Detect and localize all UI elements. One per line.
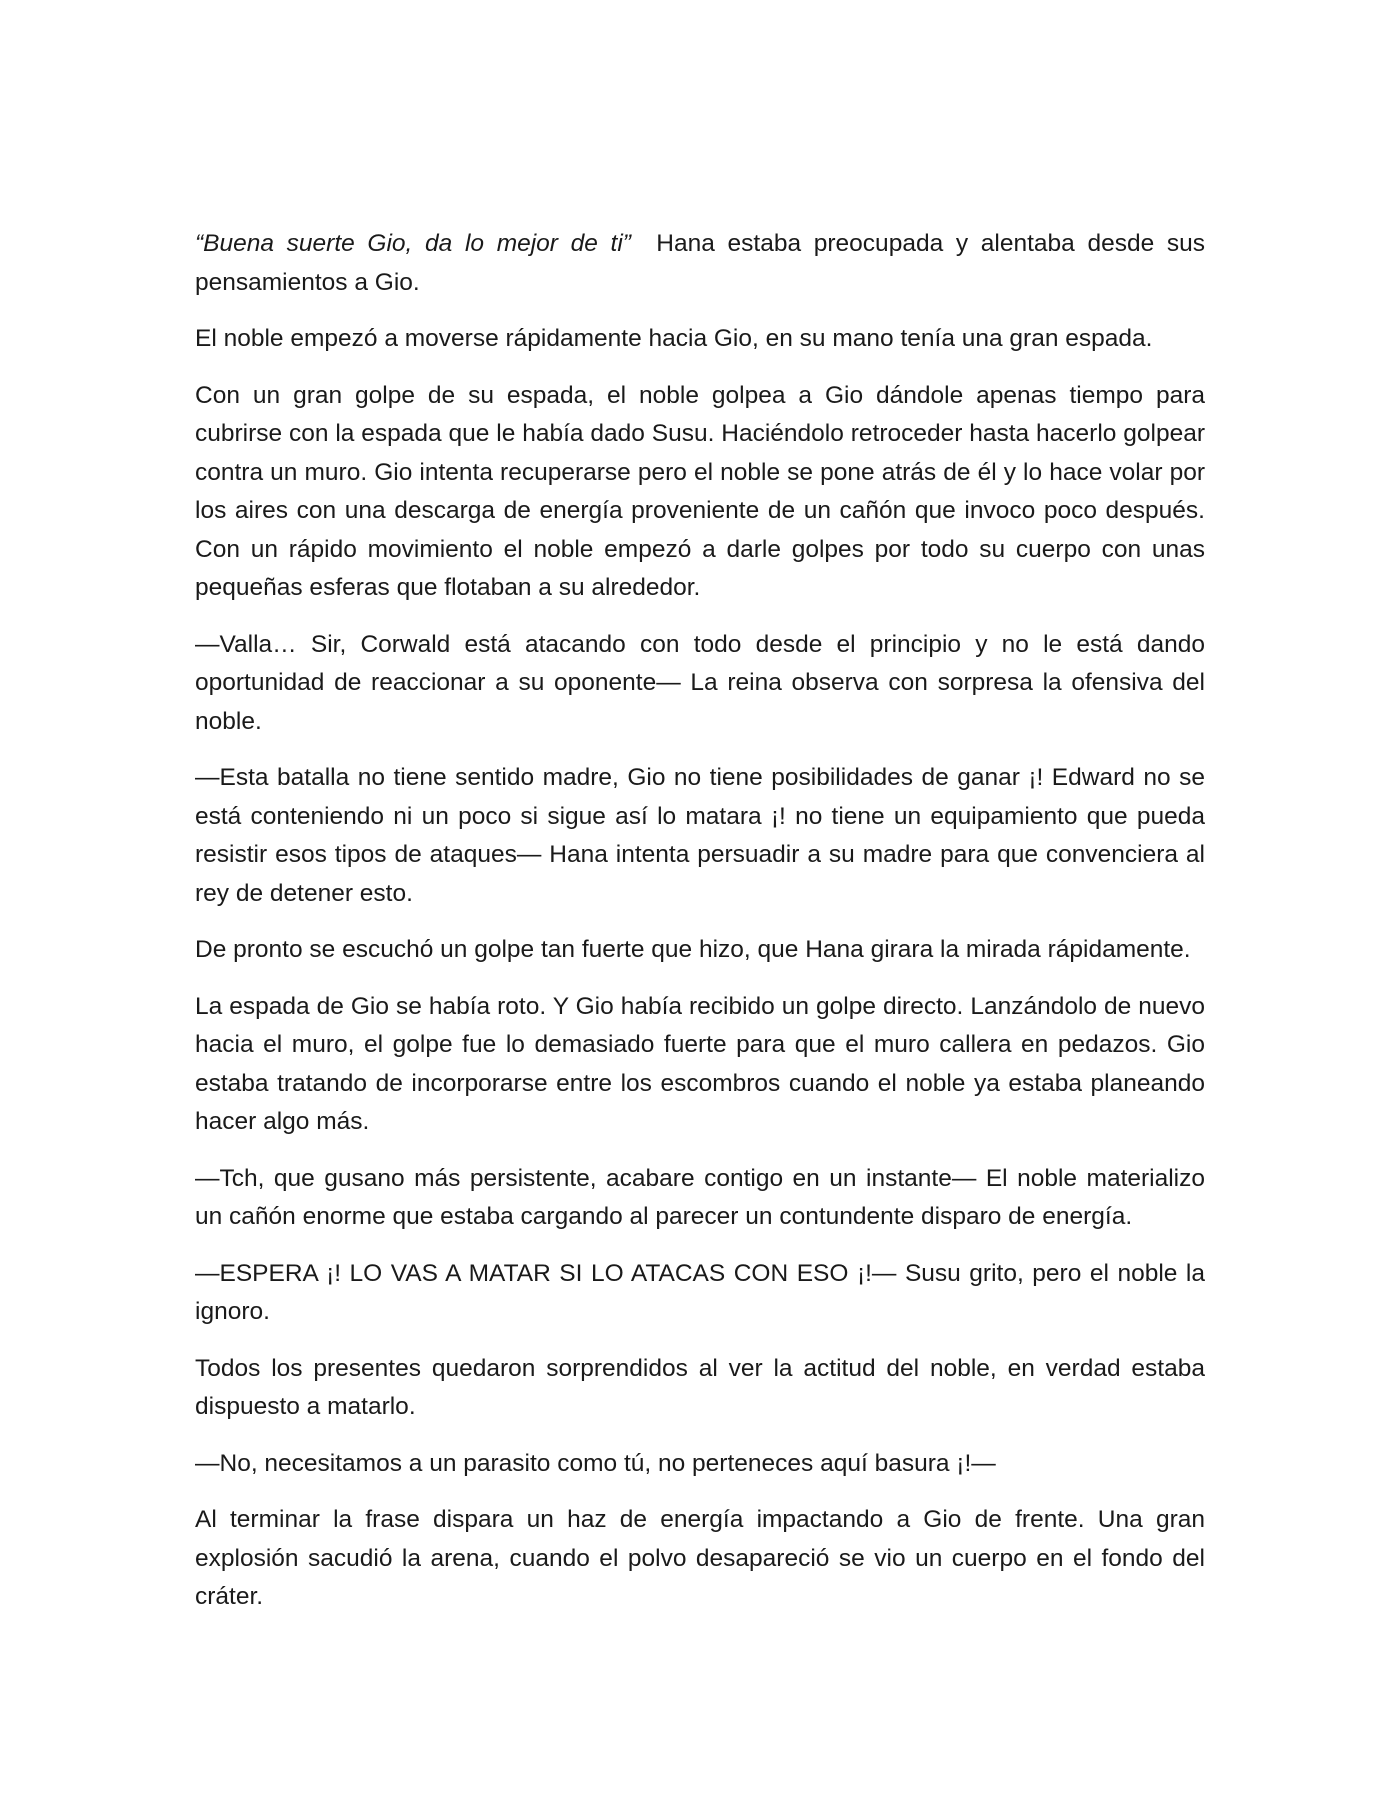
paragraph-11: —No, necesitamos a un parasito como tú, no perteneces aquí basura ¡!—	[195, 1449, 996, 1477]
paragraph-6: De pronto se escuchó un golpe tan fuerte que hizo, que Hana girara la mirada rápidamente.	[195, 936, 1191, 963]
paragraph-3: Con un gran golpe de su espada, el noble golpea a Gio dándole apenas tiempo para cubrirse con la espada que le había dado Susu. Haciéndolo retroceder hasta hacerlo golpear contra un muro. Gio intenta recuperarse pero el noble se pone atrás de él y lo hace volar por los aires con una descarga de energía proveniente de un cañón que invoco poco después. Con un rápido movimiento el noble empezó a darle golpes por todo su cuerpo con unas pequeñas esferas que flotaban a su alrededor.	[195, 381, 1205, 601]
paragraph-5: —Esta batalla no tiene sentido madre, Gio no tiene posibilidades de ganar ¡! Edward no se está conteniendo ni un poco si sigue así lo matara ¡! no tiene un equipamiento que pueda resistir esos tipos de ataques— Hana intenta persuadir a su madre para que convenciera al rey de detener esto.	[195, 764, 1205, 907]
paragraph-1	[195, 225, 1212, 302]
paragraph-9: —ESPERA ¡! LO VAS A MATAR SI LO ATACAS CON ESO ¡!— Susu grito, pero el noble la ignoro.	[195, 1259, 1205, 1325]
paragraph-10: Todos los presentes quedaron sorprendidos al ver la actitud del noble, en verdad estaba dispuesto a matarlo.	[195, 1354, 1205, 1420]
paragraph-4: —Valla… Sir, Corwald está atacando con todo desde el principio y no le está dando oportunidad de reaccionar a su oponente— La reina observa con sorpresa la ofensiva del noble.	[195, 630, 1205, 735]
paragraph-7: La espada de Gio se había roto. Y Gio había recibido un golpe directo. Lanzándolo de nuevo hacia el muro, el golpe fue lo demasiado fuerte para que el muro callera en pedazos. Gio estaba tratando de incorporarse entre los escombros cuando el noble ya estaba planeando hacer algo más.	[195, 992, 1205, 1135]
paragraph-12: Al terminar la frase dispara un haz de energía impactando a Gio de frente. Una gran explosión sacudió la arena, cuando el polvo desapareció se vio un cuerpo en el fondo del cráter.	[195, 1506, 1205, 1610]
paragraph-8: —Tch, que gusano más persistente, acabare contigo en un instante— El noble materializo un cañón enorme que estaba cargando al parecer un contundente disparo de energía.	[195, 1164, 1205, 1230]
paragraph-2: El noble empezó a moverse rápidamente hacia Gio, en su mano tenía una gran espada.	[195, 325, 1153, 352]
paragraph-text: Hana estaba preocupada y alentaba desde sus pensamientos a Gio.	[195, 230, 1212, 296]
document-body	[195, 225, 1212, 1635]
italic-thought: “Buena suerte Gio, da lo mejor de ti”	[195, 230, 631, 257]
